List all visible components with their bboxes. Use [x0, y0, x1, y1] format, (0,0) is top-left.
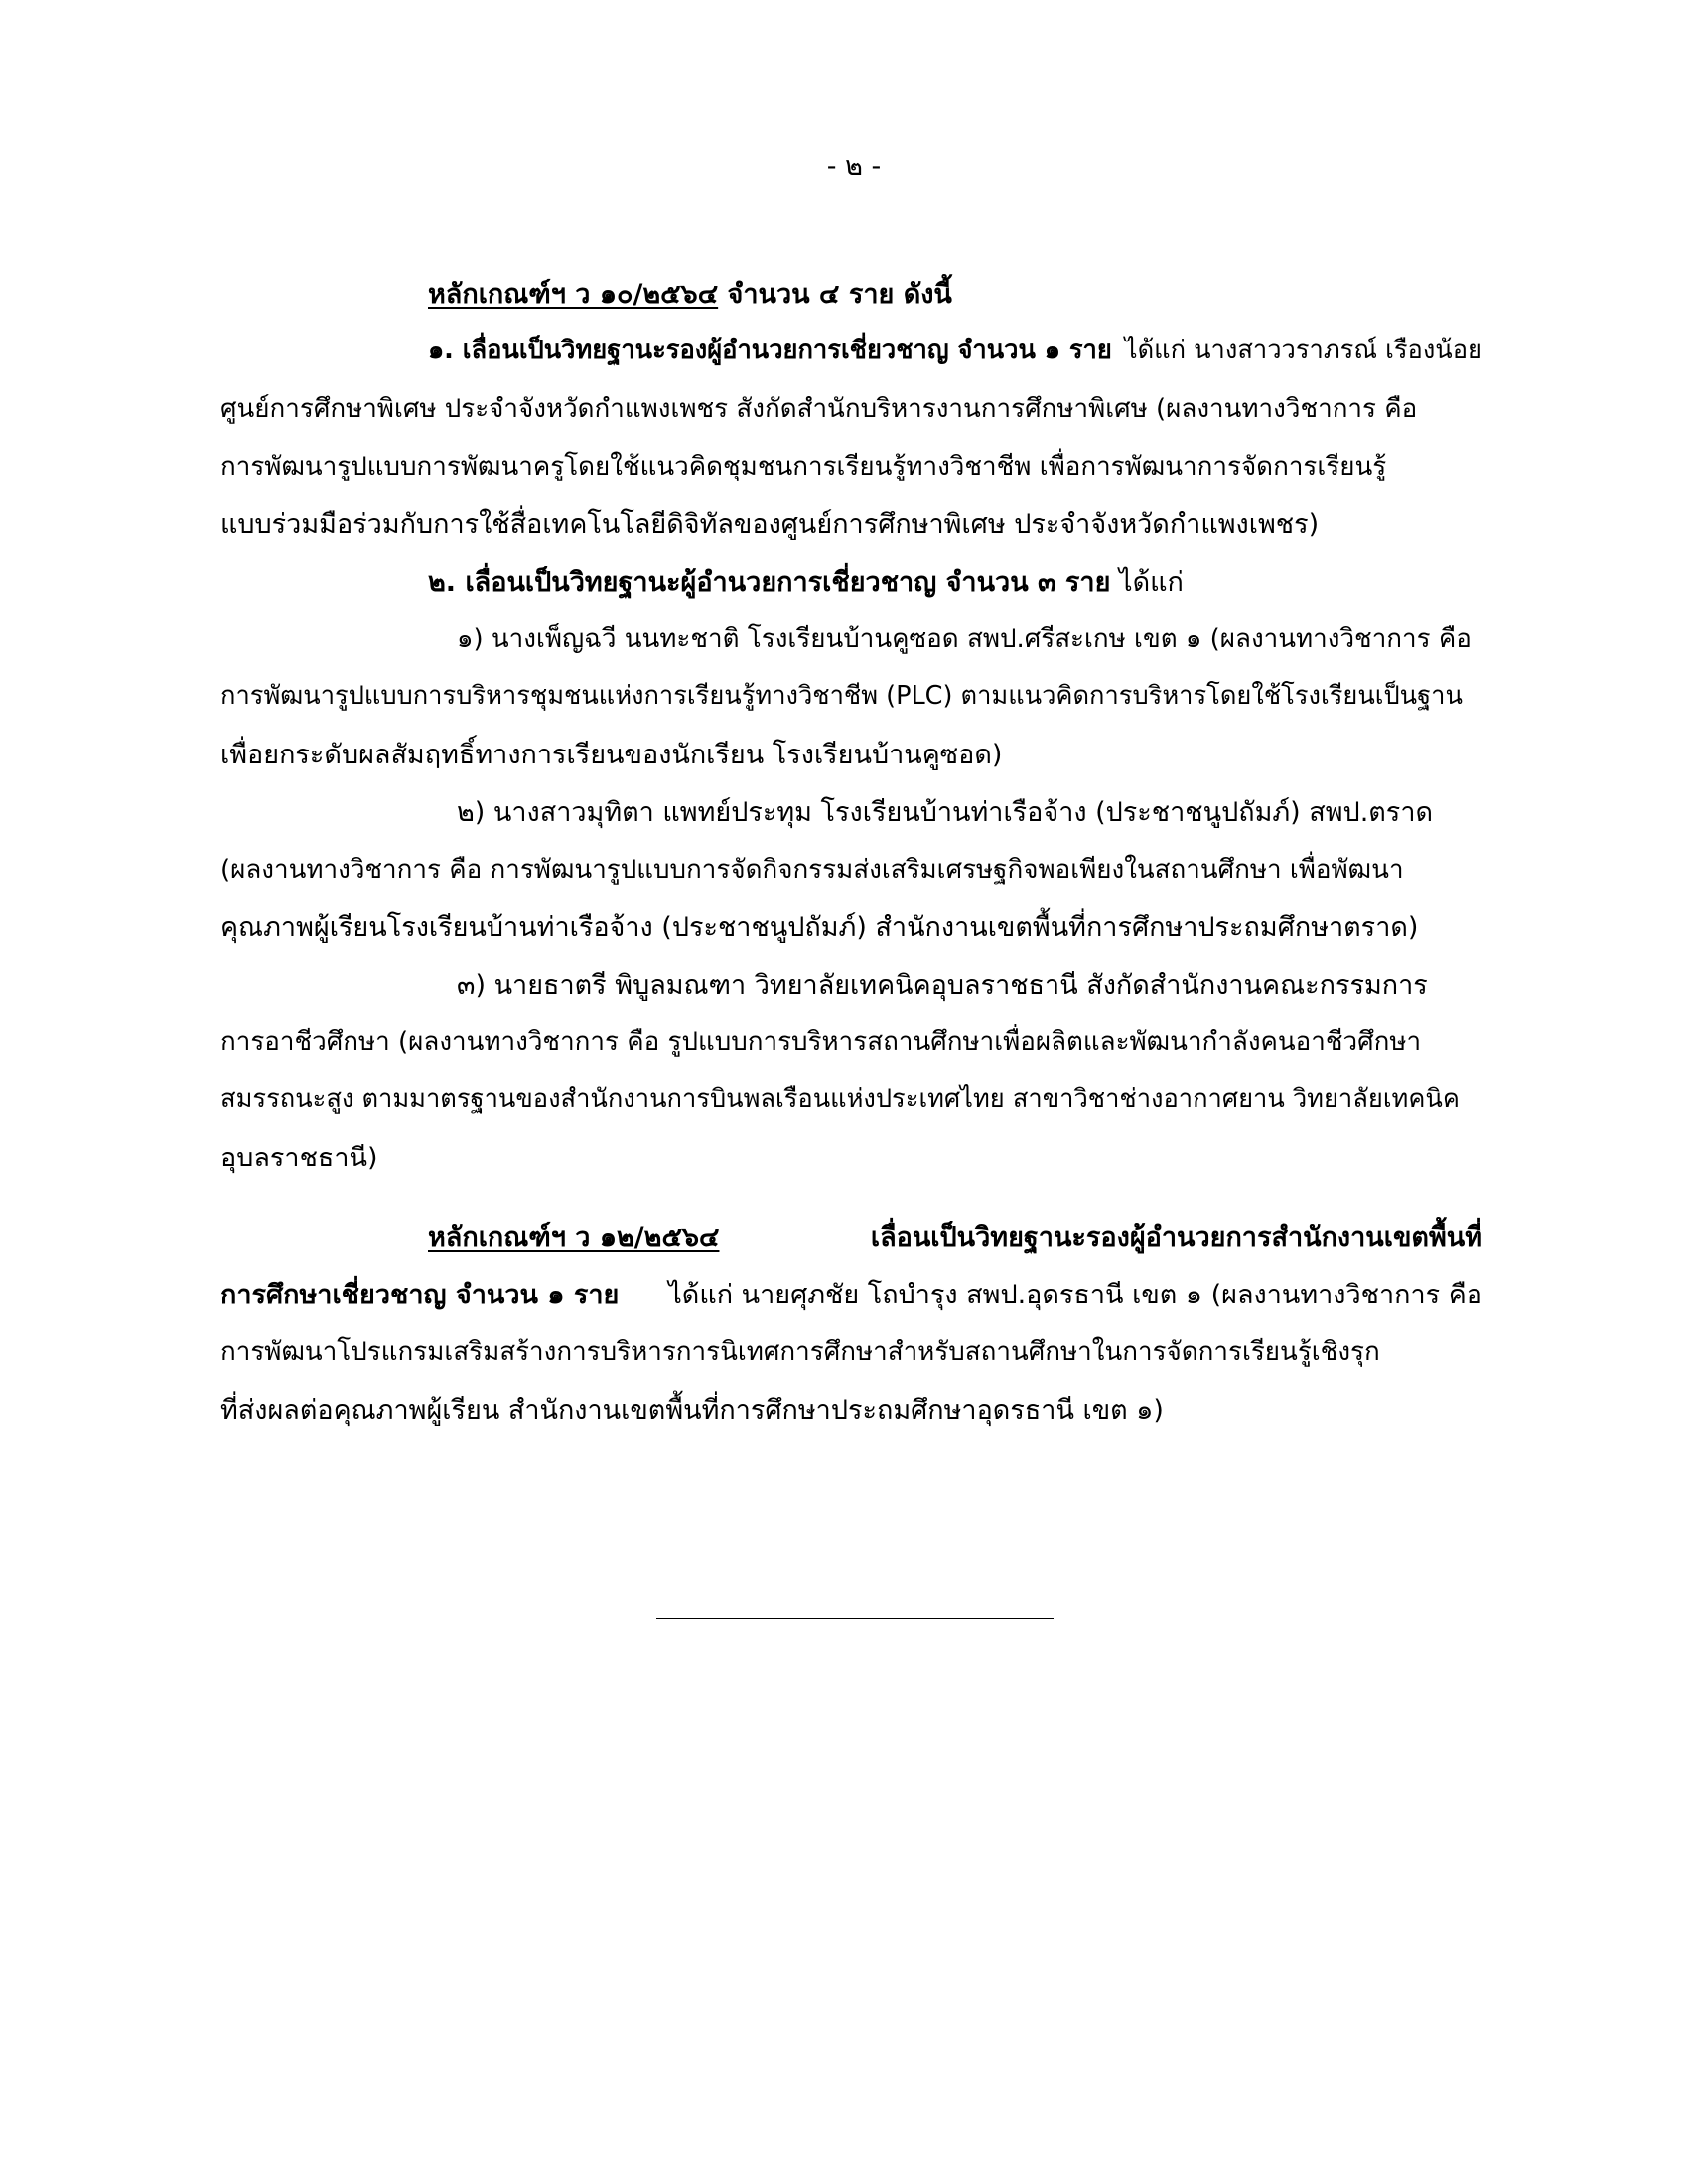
item1-line3: การพัฒนารูปแบบการพัฒนาครูโดยใช้แนวคิดชุมชนการเรียนรู้ทางวิชาชีพ เพื่อการพัฒนาการจัดการเรียนรู้: [220, 452, 1387, 481]
sub2-line3: คุณภาพผู้เรียนโรงเรียนบ้านท่าเรือจ้าง (ประชาชนูปถัมภ์) สำนักงานเขตพื้นที่การศึกษาประถมศึกษาตราด): [220, 912, 1419, 943]
item2-line1: [428, 569, 1184, 596]
sub1-line1: ๑) นางเพ็ญฉวี นนทะชาติ โรงเรียนบ้านคูซอด สพป.ศรีสะเกษ เขต ๑ (ผลงานทางวิชาการ คือ: [457, 624, 1472, 654]
section2-line3: การพัฒนาโปรแกรมเสริมสร้างการบริหารการนิเทศการศึกษาสำหรับสถานศึกษาในการจัดการเรียนรู้เชิงรุก: [220, 1337, 1380, 1367]
section1-heading: [428, 281, 952, 308]
item1-heading: ๑. เลื่อนเป็นวิทยฐานะรองผู้อำนวยการเชี่ยวชาญ จำนวน ๑ ราย: [428, 336, 1112, 365]
sub3-line1: ๓) นายธาตรี พิบูลมณฑา วิทยาลัยเทคนิคอุบลราชธานี สังกัดสำนักงานคณะกรรมการ: [457, 970, 1428, 1001]
item1-line1: [428, 336, 1482, 365]
sub1-line3: เพื่อยกระดับผลสัมฤทธิ์ทางการเรียนของนักเรียน โรงเรียนบ้านคูซอด): [220, 740, 1003, 770]
sub2-line1: ๒) นางสาวมุทิตา แพทย์ประทุม โรงเรียนบ้านท่าเรือจ้าง (ประชาชนูปถัมภ์) สพป.ตราด: [457, 797, 1434, 828]
closing-rule: [656, 1618, 1054, 1619]
sub2-line2: (ผลงานทางวิชาการ คือ การพัฒนารูปแบบการจัดกิจกรรมส่งเสริมเศรษฐกิจพอเพียงในสถานศึกษา เพื่อพัฒนา: [220, 855, 1404, 885]
section2-line2: [220, 1282, 1482, 1308]
item1-recipient: ได้แก่ นางสาววราภรณ์ เรืองน้อย: [1124, 336, 1482, 365]
section2-heading-line2: การศึกษาเชี่ยวชาญ จำนวน ๑ ราย: [220, 1280, 620, 1310]
section2-heading-line1: เลื่อนเป็นวิทยฐานะรองผู้อำนวยการสำนักงานเขตพื้นที่: [870, 1222, 1482, 1253]
sub3-line2: การอาชีวศึกษา (ผลงานทางวิชาการ คือ รูปแบบการบริหารสถานศึกษาเพื่อผลิตและพัฒนากำลังคนอาชีวศึกษา: [220, 1027, 1422, 1057]
section1-count: จำนวน ๔ ราย ดังนี้: [718, 279, 952, 310]
page-number: - ๒ -: [826, 151, 882, 182]
section2-line4: ที่ส่งผลต่อคุณภาพผู้เรียน สำนักงานเขตพื้นที่การศึกษาประถมศึกษาอุดรธานี เขต ๑): [220, 1395, 1164, 1426]
sub3-line4: อุบลราชธานี): [220, 1143, 378, 1173]
item1-line2: ศูนย์การศึกษาพิเศษ ประจำจังหวัดกำแพงเพชร สังกัดสำนักบริหารงานการศึกษาพิเศษ (ผลงานทางวิชาการ คือ: [220, 394, 1418, 424]
sub1-line2: การพัฒนารูปแบบการบริหารชุมชนแห่งการเรียนรู้ทางวิชาชีพ (PLC) ตามแนวคิดการบริหารโดยใช้โรงเรียนเป็นฐาน: [220, 681, 1463, 711]
section1-criteria: หลักเกณฑ์ฯ ว ๑๐/๒๕๖๔: [428, 279, 719, 310]
item2-heading-rest: ได้แก่: [1110, 567, 1184, 598]
section2-criteria: หลักเกณฑ์ฯ ว ๑๒/๒๕๖๔: [428, 1222, 720, 1253]
section2-line1: [428, 1224, 1482, 1251]
item2-heading: ๒. เลื่อนเป็นวิทยฐานะผู้อำนวยการเชี่ยวชาญ จำนวน ๓ ราย: [428, 567, 1111, 598]
item1-line4: แบบร่วมมือร่วมกับการใช้สื่อเทคโนโลยีดิจิทัลของศูนย์การศึกษาพิเศษ ประจำจังหวัดกำแพงเพชร): [220, 509, 1320, 540]
section2-recipient: ได้แก่ นายศุภชัย โถบำรุง สพป.อุดรธานี เขต ๑ (ผลงานทางวิชาการ คือ: [668, 1280, 1482, 1310]
sub3-line3: สมรรถนะสูง ตามมาตรฐานของสำนักงานการบินพลเรือนแห่งประเทศไทย สาขาวิชาช่างอากาศยาน วิทยาลัยเทคนิค: [220, 1084, 1460, 1114]
